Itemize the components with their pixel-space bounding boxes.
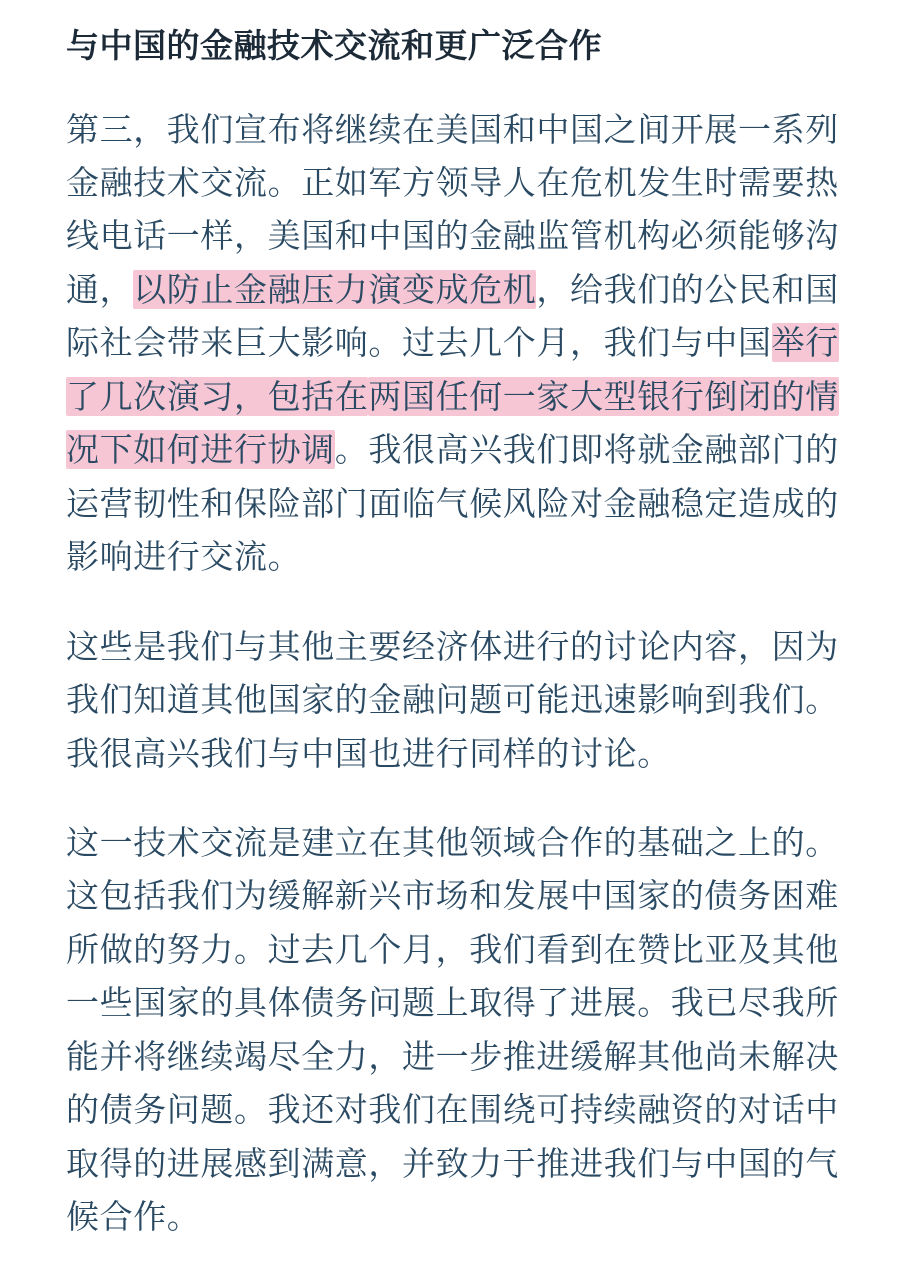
paragraph	[66, 816, 859, 1244]
document-body	[66, 103, 859, 1244]
highlighted-text: 以防止金融压力演变成危机	[133, 270, 537, 308]
body-text: 。我很高兴我们即将就金融部门的运营韧性和保险部门面临气候风险对金融稳定造成的影响进行交流。	[66, 431, 839, 576]
body-text: ，给我们的公民和国际社会带来巨大影响。过去几个月，我们与中国	[66, 270, 839, 362]
body-text: 第三，我们宣布将继续在美国和中国之间开展一系列金融技术交流。正如军方领导人在危机发生时需要热线电话一样，美国和中国的金融监管机构必须能够沟通，	[66, 110, 839, 308]
paragraph	[66, 103, 859, 584]
page-title: 与中国的金融技术交流和更广泛合作	[66, 27, 602, 64]
highlighted-text: 举行了几次演习，包括在	[66, 324, 839, 415]
paragraph	[66, 620, 859, 780]
body-text: 这一技术交流是建立在其他领域合作的基础之上的。这包括我们为缓解新兴市场和发展中国家的债务困难所做的努力。过去几个月，我们看到在赞比亚及其他一些国家的具体债务问题上取得了进展。我已尽我所能并将继续竭尽全力，进一步推进缓解其他尚未解决的债务问题。我还对我们在围绕可持续融资的对话中取得的进展感到满意，并致力于推进我们与中国的气候合作。	[66, 823, 839, 1236]
body-text: 这些是我们与其他主要经济体进行的讨论内容，因为我们知道其他国家的金融问题可能迅速影响到我们。我很高兴我们与中国也进行同样的讨论。	[66, 627, 839, 772]
highlighted-text: 两国任何一家大型银行倒闭的情况下如何进行协调	[66, 377, 839, 469]
